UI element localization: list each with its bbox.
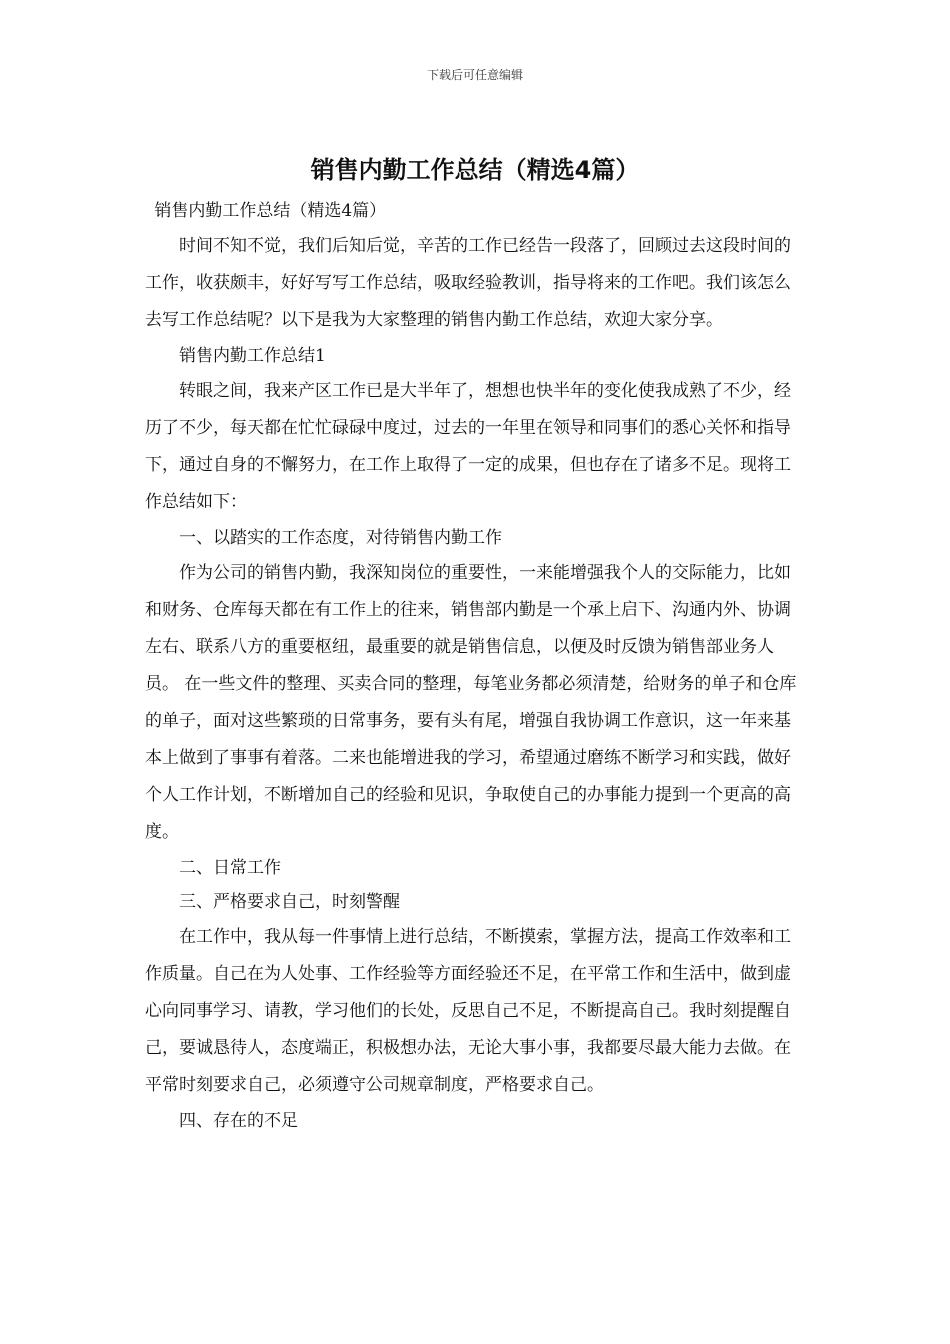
paragraph-3: 在工作中，我从每一件事情上进行总结，不断摸索，掌握方法，提高工作效率和工作质量。自己在为人处事、工作经验等方面经验还不足，在平常工作和生活中，做到虚心向同事学习、请教，学习他们的长处，反思自己不足，不断提高自己。我时刻提醒自己，要诚恳待人，态度端正，积极想办法，无论大事小事，我都要尽最大能力去做。在平常时刻要求自己，必须遵守公司规章制度，严格要求自己。 <box>145 927 791 1095</box>
section-heading-two: 二、日常工作 <box>179 858 281 878</box>
section-heading-four: 四、存在的不足 <box>179 1111 298 1131</box>
paragraph-1: 转眼之间，我来产区工作已是大半年了，想想也快半年的变化使我成熟了不少，经历了不少，每天都在忙忙碌碌中度过，过去的一年里在领导和同事们的悉心关怀和指导下，通过自身的不懈努力，在工作上取得了一定的成果，但也存在了诸多不足。现将工作总结如下： <box>145 381 791 512</box>
section-heading-three: 三、严格要求自己，时刻警醒 <box>179 892 400 912</box>
page-header: 下载后可任意编辑 <box>426 68 523 82</box>
section-heading-one: 一、以踏实的工作态度，对待销售内勤工作 <box>179 528 502 548</box>
document-body <box>145 198 805 1138</box>
section-heading-1: 销售内勤工作总结1 <box>179 346 326 366</box>
document-title: 销售内勤工作总结（精选4篇） <box>310 156 640 184</box>
paragraph-2: 作为公司的销售内勤，我深知岗位的重要性，一来能增强我个人的交际能力，比如和财务、仓库每天都在有工作上的往来，销售部内勤是一个承上启下、沟通内外、协调左右、联系八方的重要枢纽，最重要的就是销售信息，以便及时反馈为销售部业务人员。 在一些文件的整理、买卖合同的整理，每笔业务都必须清楚，给财务的单子和仓库的单子，面对这些繁琐的日常事务，要有头有尾，增强自我协调工作意识，这一年来基本上做到了事事有着落。二来也能增进我的学习，希望通过磨练不断学习和实践，做好个人工作计划，不断增加自己的经验和见识，争取使自己的办事能力提到一个更高的高度。 <box>145 563 797 842</box>
paragraph-intro: 时间不知不觉，我们后知后觉，辛苦的工作已经告一段落了，回顾过去这段时间的工作，收获颇丰，好好写写工作总结，吸取经验教训，指导将来的工作吧。我们该怎么去写工作总结呢？以下是我为大家整理的销售内勤工作总结，欢迎大家分享。 <box>145 236 791 330</box>
document-subtitle: 销售内勤工作总结（精选4篇） <box>154 201 387 221</box>
